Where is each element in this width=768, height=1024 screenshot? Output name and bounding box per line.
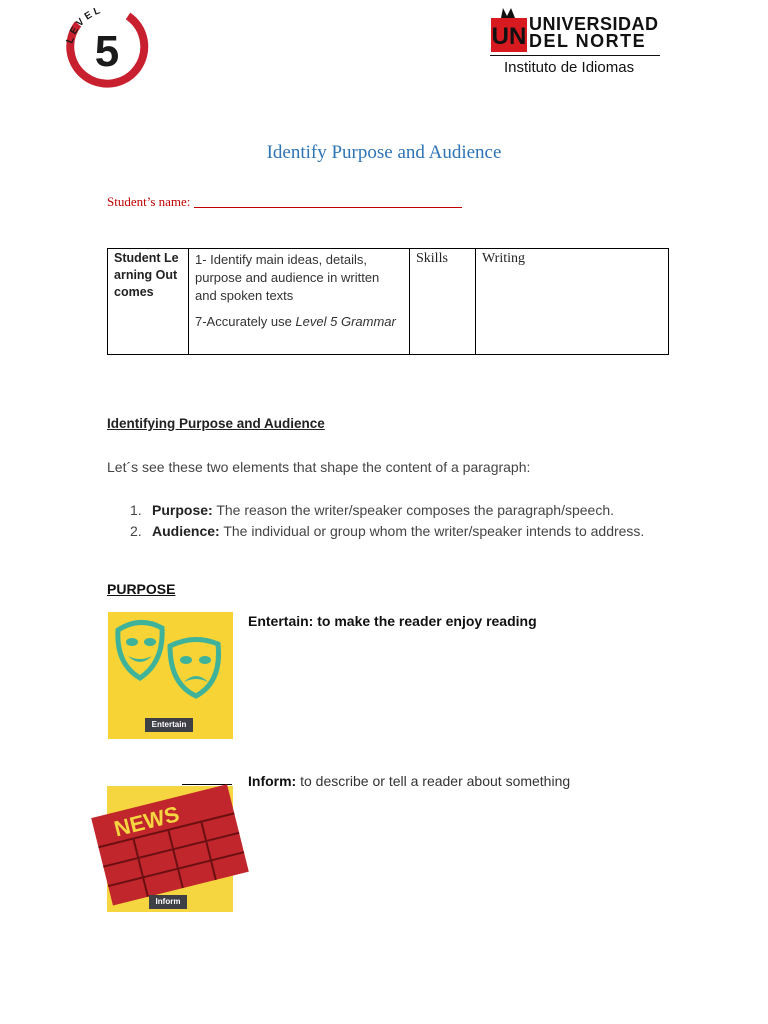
svg-text:L: L: [64, 35, 77, 46]
level-number: 5: [94, 27, 120, 76]
elements-list: [130, 500, 670, 541]
learning-outcomes-table: [107, 248, 669, 355]
svg-text:E: E: [82, 9, 95, 23]
svg-text:L: L: [92, 5, 102, 18]
skills-label-cell: Skills: [410, 249, 476, 355]
entertain-heading: Entertain: to make the reader enjoy reading: [248, 613, 537, 629]
university-name-line1: UNIVERSIDAD: [529, 14, 659, 34]
institute-name: Instituto de Idiomas: [504, 59, 635, 76]
svg-text:UN: UN: [491, 23, 527, 50]
list-item: 1. Purpose: The reason the writer/speaker composes the paragraph/speech.: [130, 502, 614, 518]
svg-text:NEWS: NEWS: [111, 801, 182, 842]
un-mark-icon: [491, 6, 527, 52]
inform-heading: Inform: to describe or tell a reader about something: [248, 773, 571, 789]
section-heading: Identifying Purpose and Audience: [107, 416, 325, 431]
divider-line: [182, 784, 232, 785]
outcomes-header-cell: Student Learning Outcomes: [108, 249, 189, 355]
svg-text:E: E: [68, 25, 82, 37]
intro-text: Let´s see these two elements that shape the content of a paragraph:: [107, 459, 531, 475]
level-5-logo: [66, 6, 148, 90]
newspaper-icon: [107, 786, 233, 912]
list-item: 2. Audience: The individual or group whom the writer/speaker intends to address.: [130, 522, 645, 539]
svg-text:V: V: [74, 16, 87, 30]
outcome-7: 7-Accurately use Level 5 Grammar: [195, 314, 396, 329]
logo-divider: [490, 55, 660, 56]
outcome-1: 1- Identify main ideas, details, purpose and audience in written and spoken texts: [195, 252, 380, 303]
university-name-line2: DEL NORTE: [529, 31, 647, 51]
student-name-label: Student’s name:: [107, 194, 191, 209]
inform-image: [107, 786, 233, 912]
student-name-blank[interactable]: [194, 193, 462, 208]
skills-value-cell: Writing: [476, 249, 669, 355]
page-title: Identify Purpose and Audience: [266, 142, 502, 163]
inform-image-tag: Inform: [149, 895, 187, 909]
outcomes-cell: [189, 249, 410, 355]
purpose-heading: PURPOSE: [107, 581, 176, 597]
table-row: [108, 249, 669, 355]
student-name-field[interactable]: [107, 193, 462, 210]
entertain-image-tag: Entertain: [145, 718, 193, 732]
entertain-image: [108, 612, 233, 739]
universidad-del-norte-logo: [488, 6, 663, 80]
